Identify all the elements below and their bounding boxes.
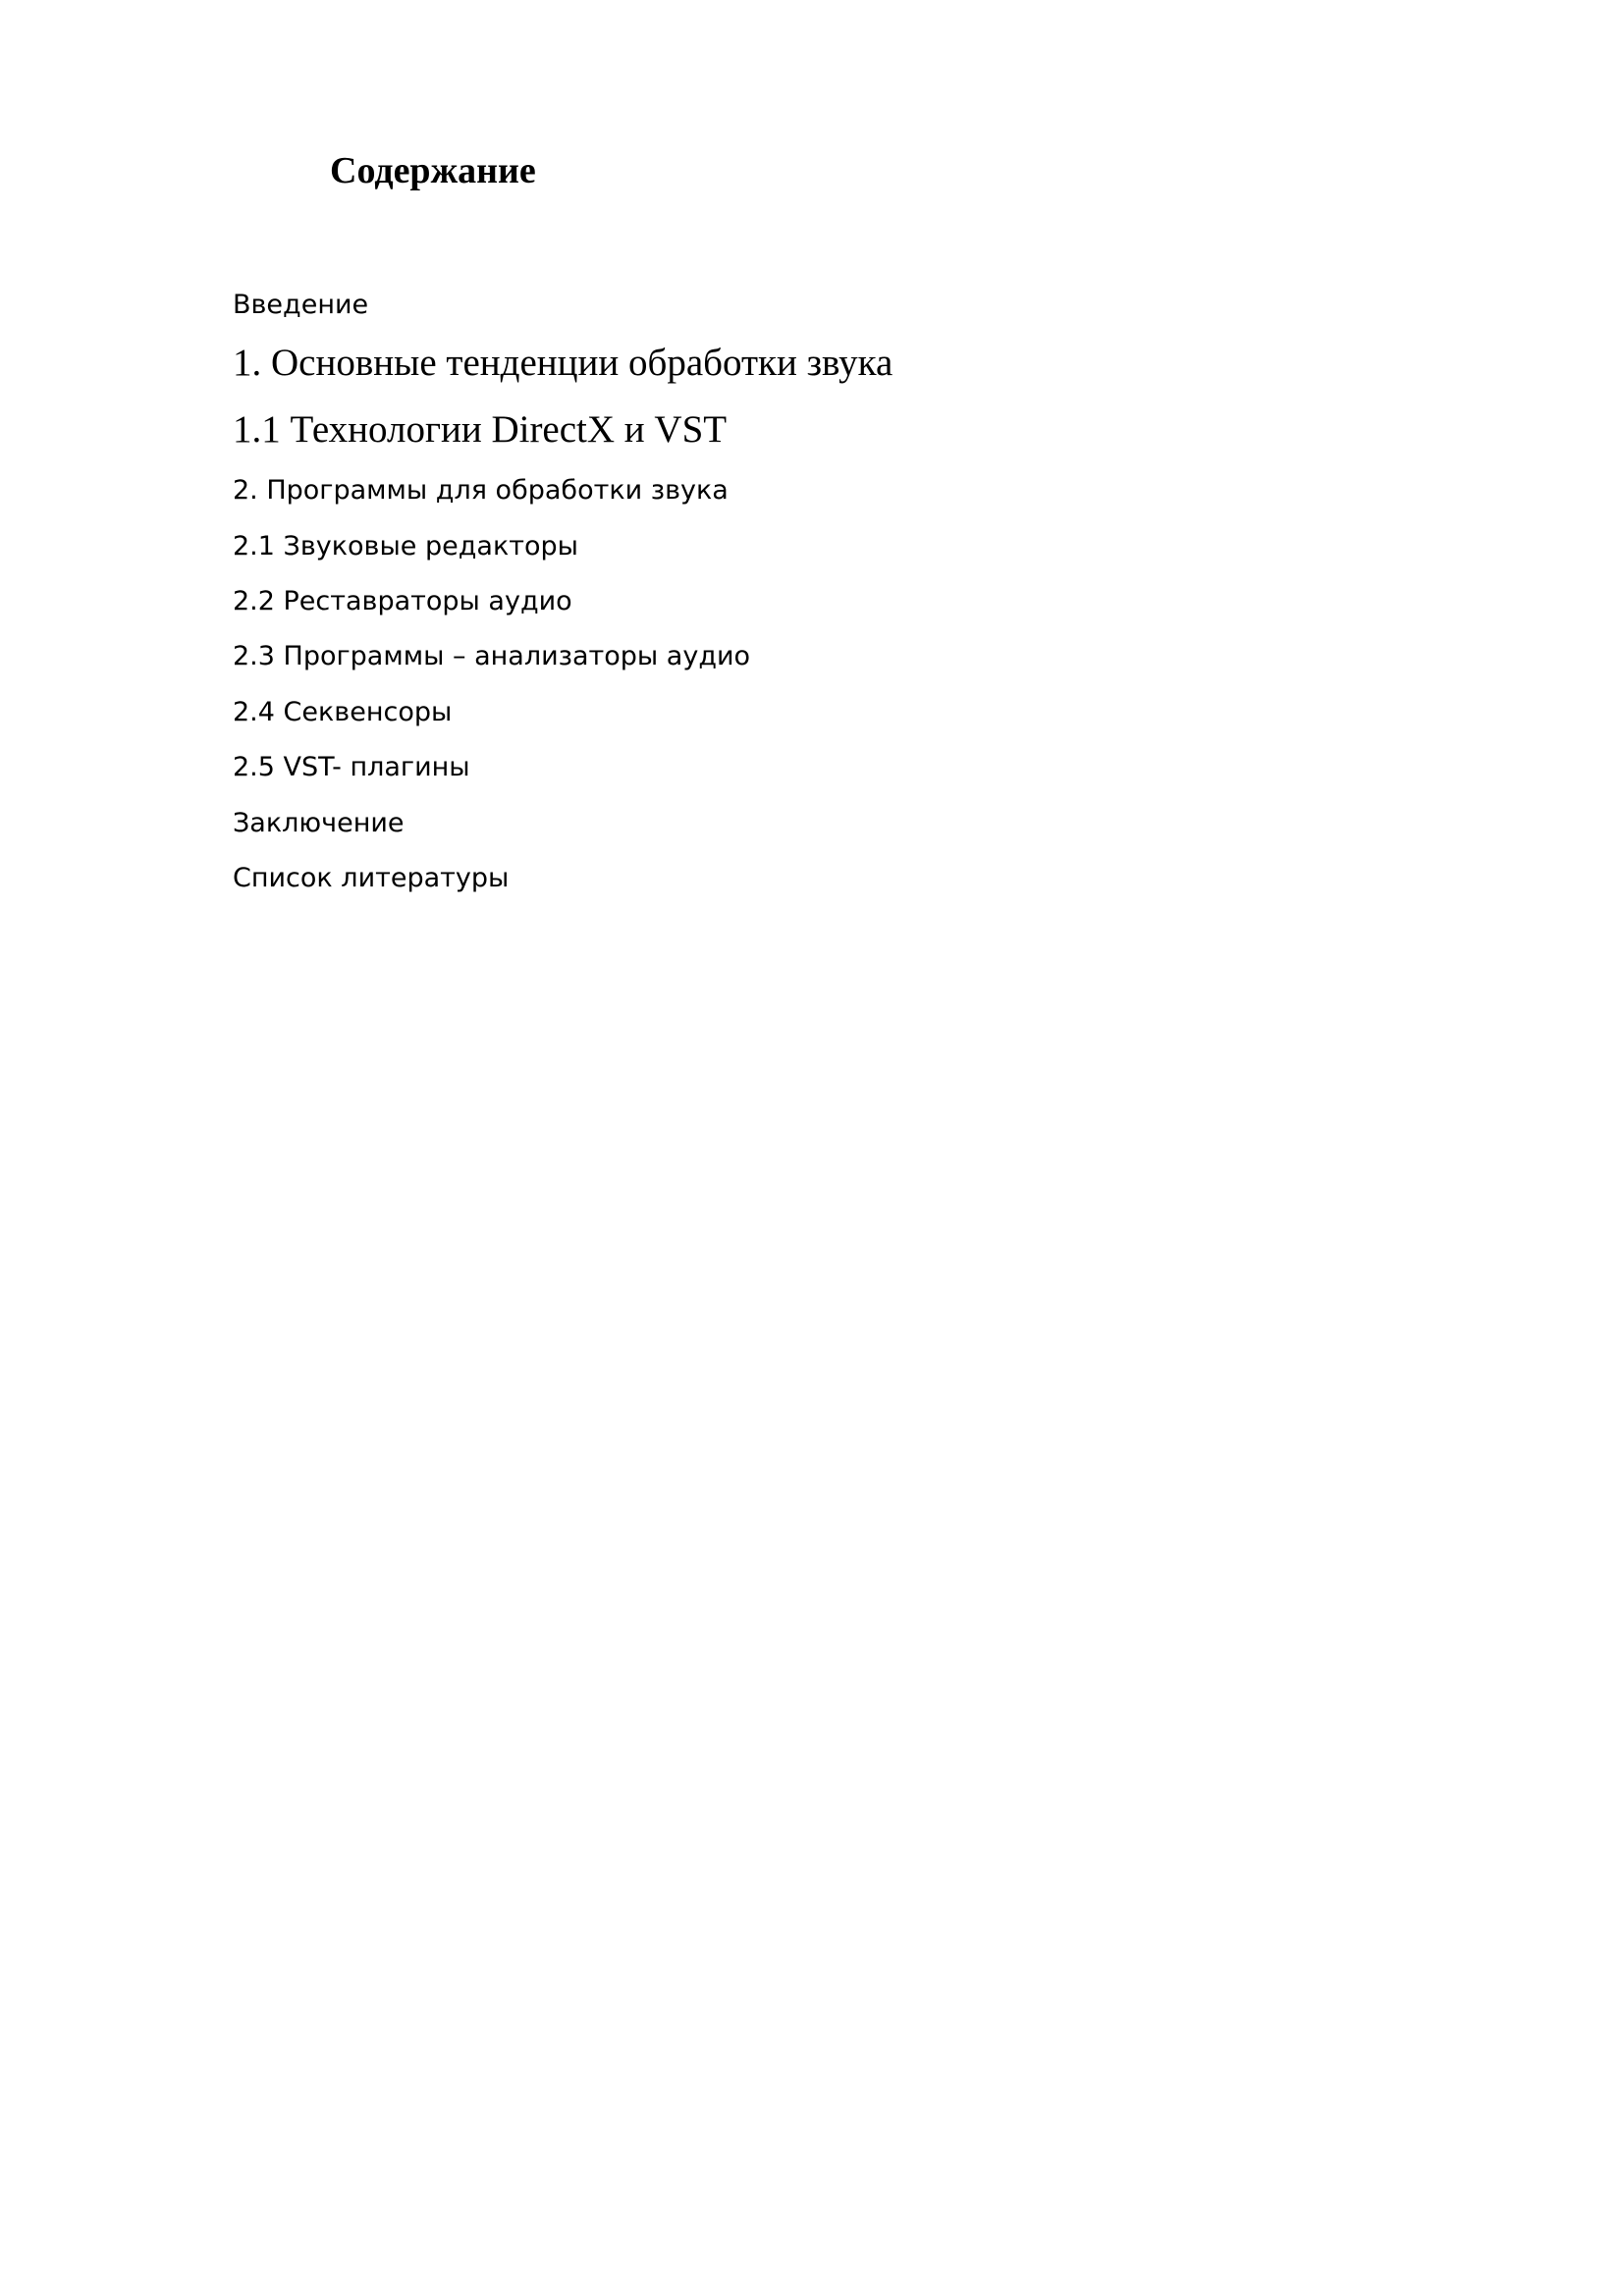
toc-item-chapter-1: 1. Основные тенденции обработки звука (233, 342, 893, 384)
toc-item-chapter-2: 2. Программы для обработки звука (233, 475, 729, 506)
page-title: Содержание (330, 150, 536, 191)
toc-item-section-2-4: 2.4 Секвенсоры (233, 697, 453, 727)
toc-item-introduction: Введение (233, 290, 369, 320)
toc-item-section-2-2: 2.2 Реставраторы аудио (233, 586, 572, 616)
toc-item-section-1-1: 1.1 Технологии DirectX и VST (233, 408, 728, 451)
toc-item-references: Список литературы (233, 863, 510, 893)
toc-item-section-2-1: 2.1 Звуковые редакторы (233, 531, 578, 561)
toc-item-section-2-5: 2.5 VST- плагины (233, 752, 470, 782)
toc-item-section-2-3: 2.3 Программы – анализаторы аудио (233, 641, 751, 671)
toc-item-conclusion: Заключение (233, 808, 405, 838)
